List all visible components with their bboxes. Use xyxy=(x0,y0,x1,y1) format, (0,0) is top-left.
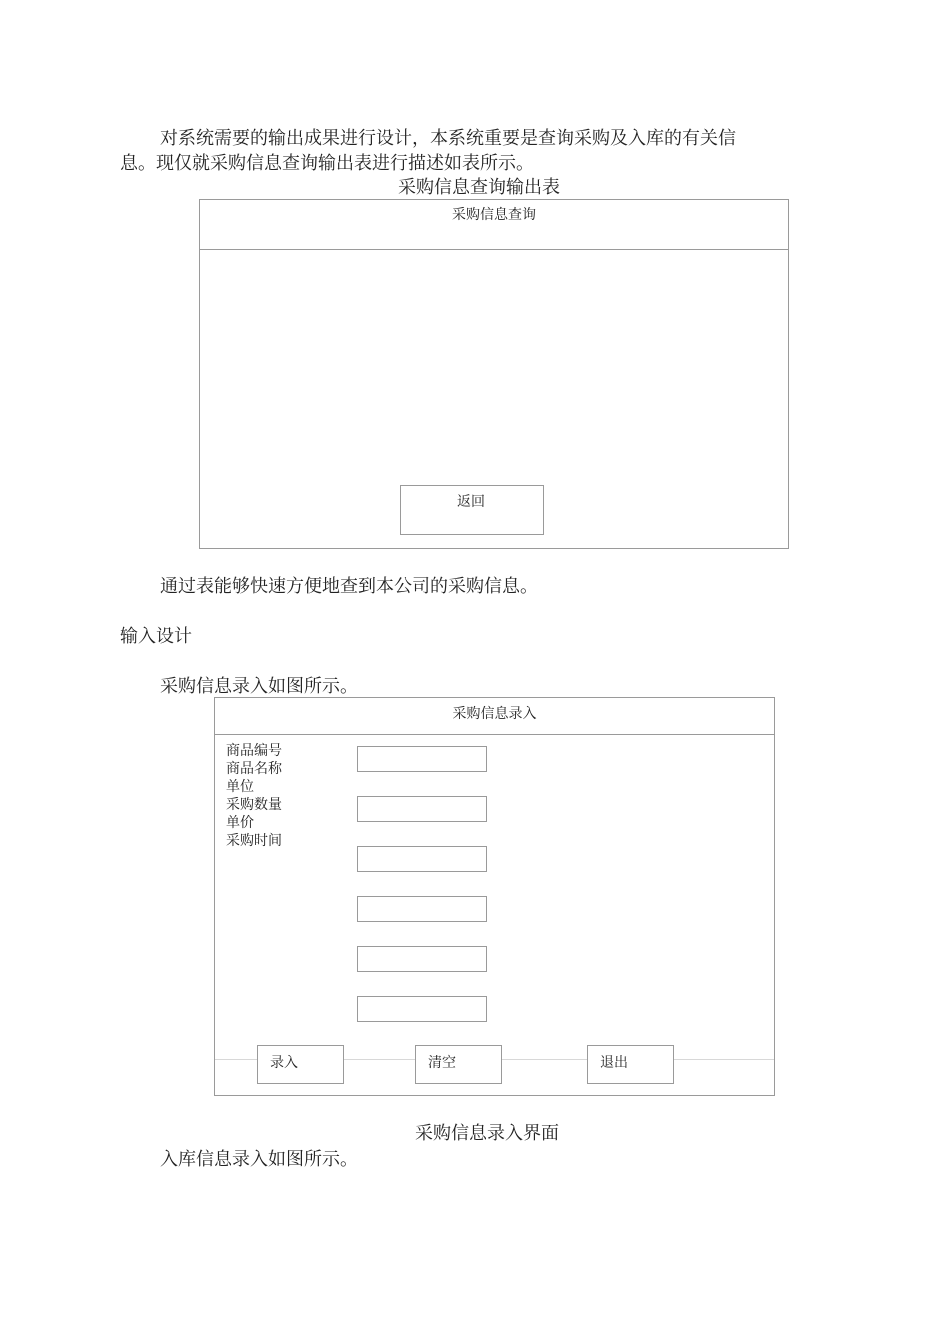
label-product-id: 商品编号 xyxy=(226,743,282,759)
query-form-divider xyxy=(200,249,788,250)
unit-price-input[interactable] xyxy=(357,946,487,972)
query-output-form xyxy=(199,199,789,549)
exit-button[interactable]: 退出 xyxy=(587,1045,674,1084)
label-product-name: 商品名称 xyxy=(226,761,282,777)
label-quantity: 采购数量 xyxy=(226,797,282,813)
label-unit-price: 单价 xyxy=(226,815,254,831)
query-table-caption: 采购信息查询输出表 xyxy=(398,177,560,198)
purchase-entry-form xyxy=(214,697,775,1096)
entry-form-caption: 采购信息录入界面 xyxy=(415,1123,559,1144)
submit-button[interactable]: 录入 xyxy=(257,1045,344,1084)
input-design-heading: 输入设计 xyxy=(120,626,192,647)
label-unit: 单位 xyxy=(226,779,254,795)
purchase-time-input[interactable] xyxy=(357,996,487,1022)
unit-input[interactable] xyxy=(357,846,487,872)
entry-form-divider xyxy=(215,734,774,735)
entry-form-title: 采购信息录入 xyxy=(452,706,537,722)
intro-paragraph-line-2: 息。现仅就采购信息查询输出表进行描述如表所示。 xyxy=(120,153,534,174)
return-button[interactable]: 返回 xyxy=(400,485,544,535)
intro-paragraph-line-1: 对系统需要的输出成果进行设计，本系统重要是查询采购及入库的有关信 xyxy=(160,128,736,149)
after-query-paragraph: 通过表能够快速方便地查到本公司的采购信息。 xyxy=(160,576,538,597)
entry-field-labels xyxy=(226,742,282,850)
product-id-input[interactable] xyxy=(357,746,487,772)
stock-intro-paragraph: 入库信息录入如图所示。 xyxy=(160,1149,358,1170)
quantity-input[interactable] xyxy=(357,896,487,922)
entry-intro-paragraph: 采购信息录入如图所示。 xyxy=(160,676,358,697)
clear-button[interactable]: 清空 xyxy=(415,1045,502,1084)
query-form-title: 采购信息查询 xyxy=(452,207,536,223)
product-name-input[interactable] xyxy=(357,796,487,822)
label-purchase-time: 采购时间 xyxy=(226,833,282,849)
